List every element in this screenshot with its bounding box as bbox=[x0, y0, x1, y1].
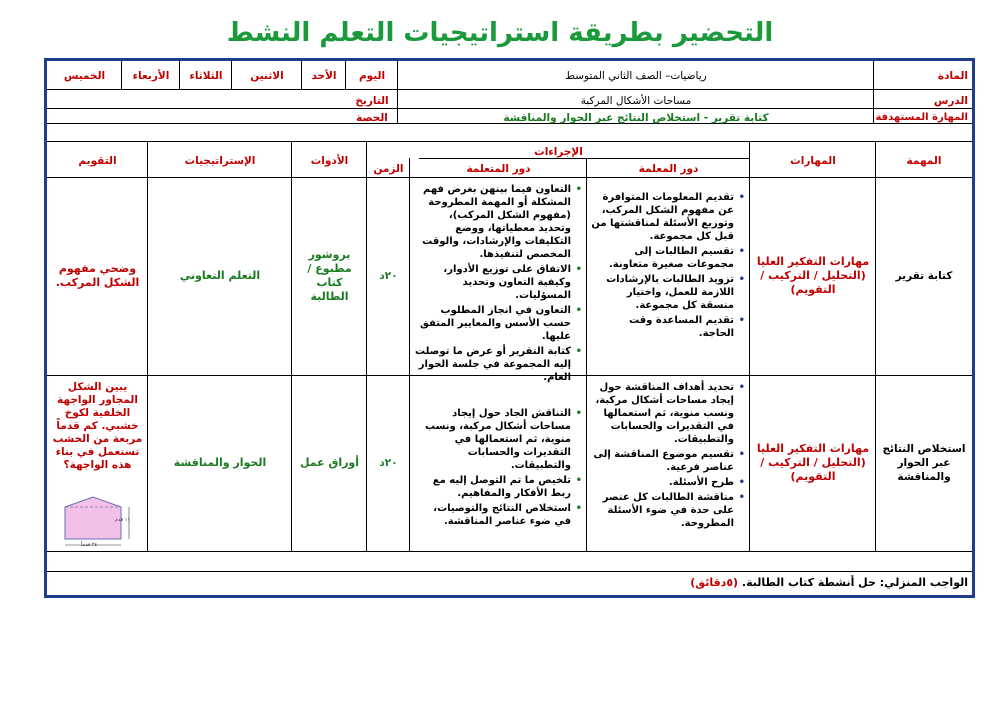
col-task: المهمة bbox=[906, 155, 942, 167]
row2-task: استخلاص النتائج عبر الحوار والمناقشة bbox=[882, 443, 966, 483]
list-item: • تلخيص ما تم التوصل إليه مع ربط الأفكار والمفاهيم. bbox=[414, 474, 571, 500]
day-monday: الاثنين bbox=[250, 70, 284, 82]
homework-label: الواجب المنزلي: حل أنشطة كتاب الطالبة. bbox=[741, 576, 968, 589]
figure-height-label: ١١ قدم bbox=[115, 517, 131, 523]
list-item: • تقسيم موضوع المناقشة إلى عناصر فرعية. bbox=[591, 448, 734, 474]
list-item: • مناقشة الطالبات كل عنصر على حدة في ضوء الأسئلة المطروحة. bbox=[591, 491, 734, 530]
col-evaluation: التقويم bbox=[78, 155, 117, 167]
col-time: الزمن bbox=[373, 163, 404, 175]
figure-width-label: ٢٤ قدماً bbox=[81, 542, 98, 548]
day-tuesday: الثلاثاء bbox=[189, 70, 223, 82]
col-teacher-role: دور المعلمة bbox=[638, 163, 699, 175]
row1-skills: مهارات التفكير العليا (التحليل / التركيب / التقويم) bbox=[756, 255, 870, 296]
row2-evaluation: يبين الشكل المجاور الواجهة الخلفية لكوخ خشبي. كم قدماً مربعة من الخشب تستعمل في بناء هذه الواجهة؟ bbox=[52, 381, 143, 471]
target-skill-value: كتابة تقرير - استخلاص النتائج عبر الحوار والمناقشة bbox=[503, 112, 769, 124]
subject-label: المادة bbox=[937, 70, 968, 82]
col-tools: الأدوات bbox=[310, 155, 349, 167]
row2-time: ٢٠د bbox=[379, 457, 398, 469]
date-label: التاريخ bbox=[355, 95, 389, 107]
row1-strategy: التعلم التعاوني bbox=[179, 269, 261, 282]
list-item: • كتابة التقرير أو عرض ما توصلت إليه المجموعة في جلسة الحوار العام. bbox=[414, 345, 571, 384]
subject-value: رياضيات– الصف الثاني المتوسط bbox=[565, 70, 707, 82]
row2-student-role bbox=[410, 405, 587, 532]
row2-strategy: الحوار والمناقشة bbox=[173, 456, 267, 469]
row1-task: كتابة تقرير bbox=[895, 270, 953, 282]
list-item: • طرح الأسئلة. bbox=[591, 476, 734, 489]
row2-skills: مهارات التفكير العليا (التحليل / التركيب / التقويم) bbox=[756, 442, 870, 483]
col-procedures: الإجراءات bbox=[534, 146, 583, 158]
row1-time: ٢٠د bbox=[379, 270, 398, 282]
list-item: • تقسيم الطالبات إلى مجموعات صغيرة متعاونة. bbox=[591, 245, 734, 271]
col-skills: المهارات bbox=[790, 155, 836, 167]
day-sunday: الأحد bbox=[311, 70, 337, 82]
list-item: • تزويد الطالبات بالإرشادات اللازمة للعمل، واختيار منسقة كل مجموعة. bbox=[591, 273, 734, 312]
col-strategies: الإستراتيجيات bbox=[184, 155, 256, 167]
day-wednesday: الأربعاء bbox=[132, 70, 170, 82]
day-label: اليوم bbox=[358, 70, 386, 82]
row2-teacher-role bbox=[587, 379, 750, 534]
lesson-plan-table bbox=[44, 58, 975, 598]
list-item: • التعاون فيما بينهن بغرض فهم المشكلة أو المهمة المطروحة (مفهوم الشكل المركب)، وتحديد معطياتها، ووضع التكليفات والإرشادات، والوقت المخصص لتنفيذها. bbox=[414, 183, 571, 261]
row1-student-role bbox=[410, 181, 587, 388]
page-title: التحضير بطريقة استراتيجيات التعلم النشط bbox=[226, 18, 774, 48]
lesson-label: الدرس bbox=[933, 95, 968, 107]
list-item: • استخلاص النتائج والتوصيات، في ضوء عناصر المناقشة. bbox=[414, 502, 571, 528]
row2-tools: أوراق عمل bbox=[299, 456, 360, 469]
row1-teacher-role bbox=[587, 189, 750, 344]
day-thursday: الخميس bbox=[63, 70, 106, 82]
col-student-role: دور المتعلمة bbox=[466, 163, 531, 175]
row1-tools: بروشور مطبوع / كتاب الطالبة bbox=[307, 248, 352, 303]
list-item: • التناقش الجاد حول إيجاد مساحات أشكال مركبة، ونسب منوية، ثم استعمالها في التقديرات والحسابات والتطبيقات. bbox=[414, 407, 571, 472]
list-item: • تقديم المساعدة وقت الحاجة. bbox=[591, 314, 734, 340]
period-label: الحصة bbox=[356, 112, 388, 124]
homework-duration: (٥دقائق) bbox=[690, 576, 739, 589]
list-item: • تحديد أهداف المناقشة حول إيجاد مساحات أشكال مركبة، ونسب منوية، ثم استعمالها في التقديرات والحسابات والتطبيقات. bbox=[591, 381, 734, 446]
target-skill-label: المهارة المستهدفة bbox=[875, 112, 968, 123]
cabin-facade-figure bbox=[49, 493, 145, 549]
lesson-value: مساحات الأشكال المركبة bbox=[580, 95, 692, 107]
list-item: • التعاون في انجاز المطلوب حسب الأسس والمعايير المتفق عليها. bbox=[414, 304, 571, 343]
row1-evaluation: وضحي مفهوم الشكل المركب. bbox=[55, 262, 140, 289]
list-item: • تقديم المعلومات المتوافرة عن مفهوم الشكل المركب، وتوزيع الأسئلة لمناقشتها من قبل كل مجموعة. bbox=[591, 191, 734, 243]
homework bbox=[47, 574, 972, 592]
list-item: • الاتفاق على توزيع الأدوار، وكيفية التعاون وتحديد المسؤليات. bbox=[414, 263, 571, 302]
